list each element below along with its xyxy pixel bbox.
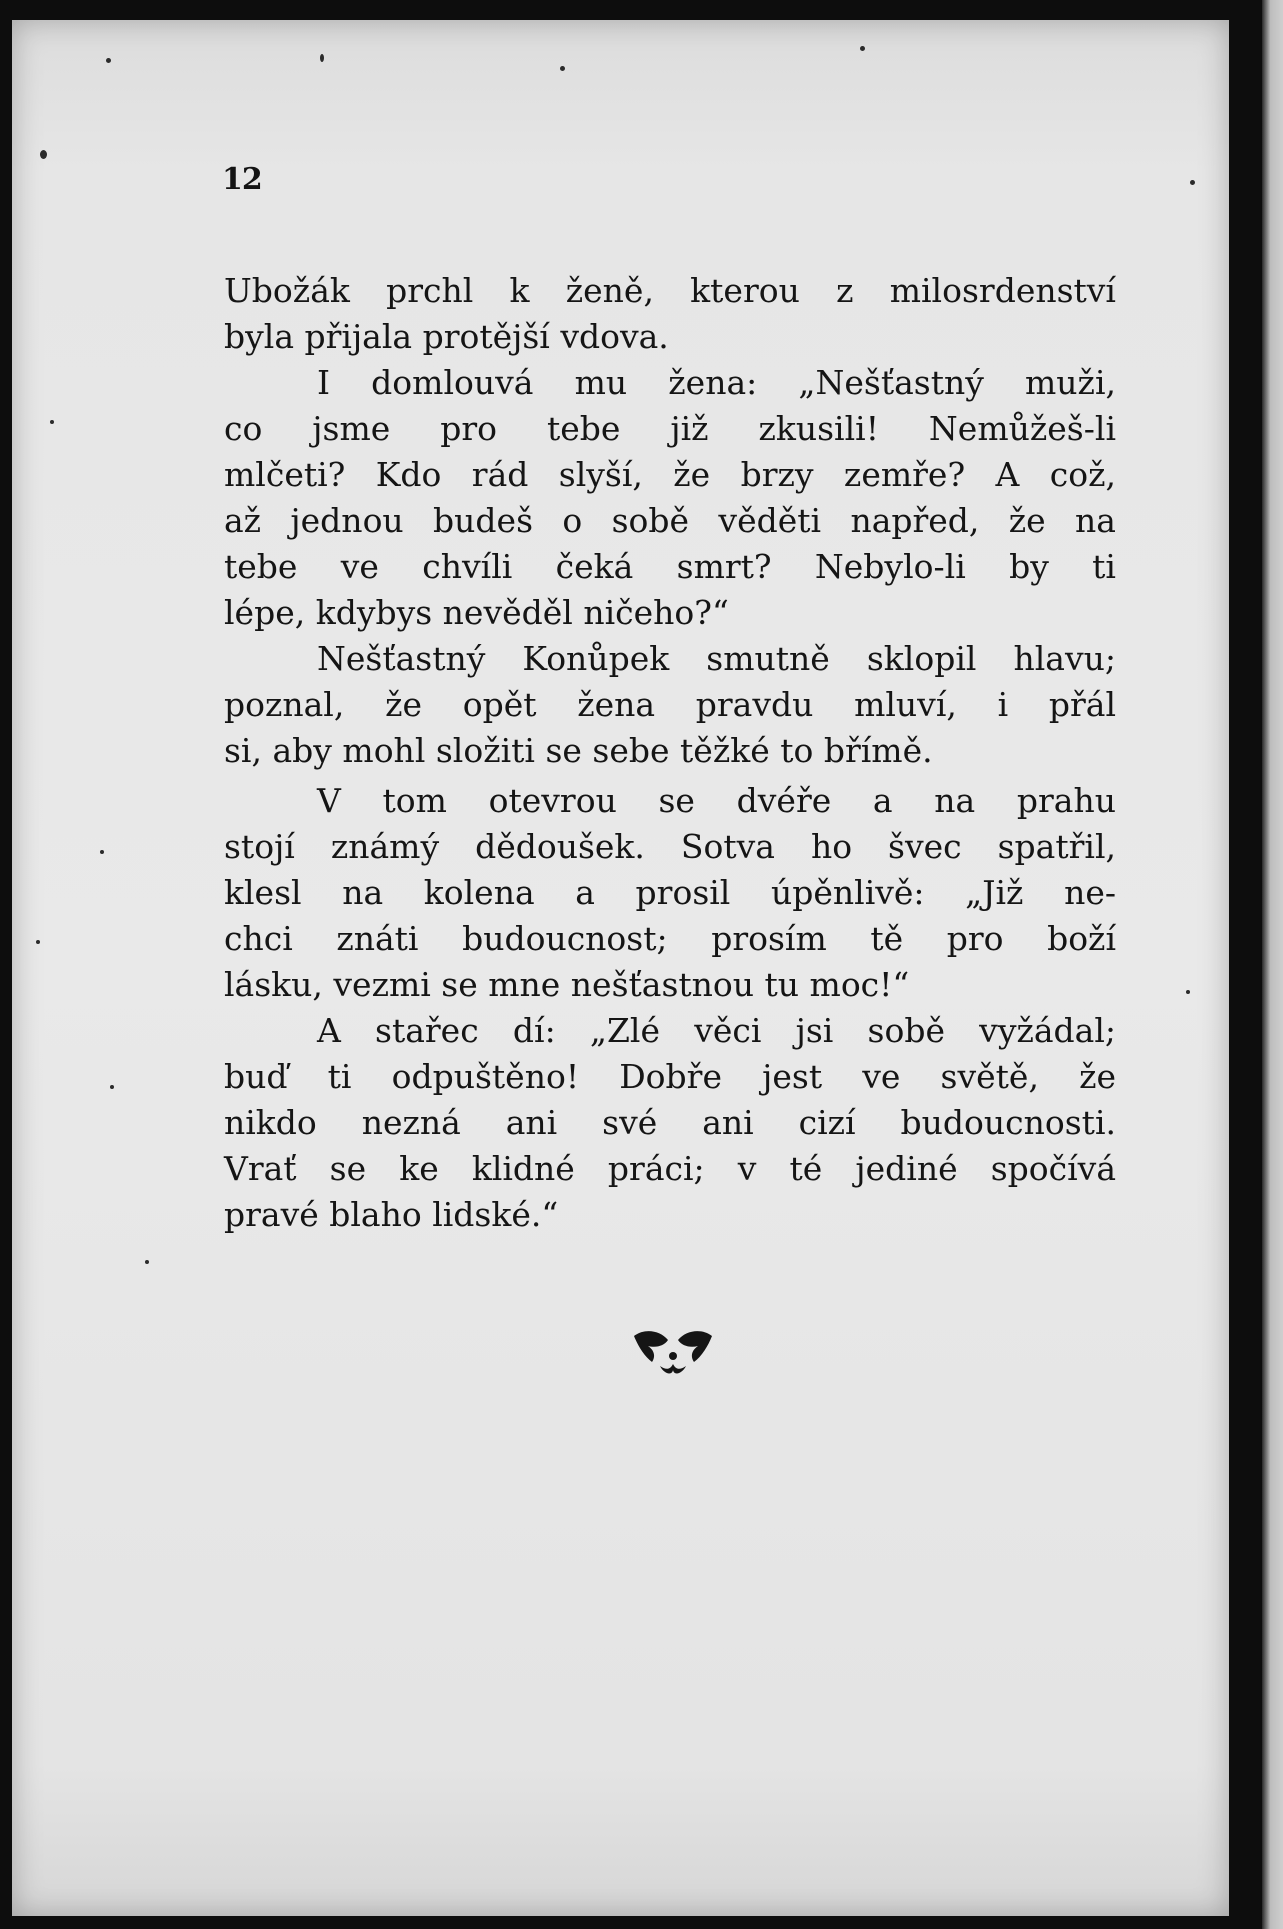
scan-speck xyxy=(106,58,111,63)
scan-speck xyxy=(320,54,324,62)
text-line: stojí známý dědoušek. Sotva ho švec spatřil, xyxy=(224,827,1116,866)
text-line: lépe, kdybys nevěděl ničeho?“ xyxy=(224,593,729,632)
text-line: buď ti odpuštěno! Dobře jest ve světě, že xyxy=(224,1057,1116,1096)
text-line: Nešťastný Konůpek smutně sklopil hlavu; xyxy=(317,639,1116,678)
text-line: nikdo nezná ani své ani cizí budoucnosti. xyxy=(224,1103,1116,1142)
text-line: co jsme pro tebe již zkusili! Nemůžeš-li xyxy=(224,409,1116,448)
text-line: Vrať se ke klidné práci; v té jediné spočívá xyxy=(224,1149,1116,1188)
text-line: V tom otevrou se dvéře a na prahu xyxy=(317,781,1116,820)
text-line: tebe ve chvíli čeká smrt? Nebylo-li by ti xyxy=(224,547,1116,586)
text-line: I domlouvá mu žena: „Nešťastný muži, xyxy=(317,363,1116,402)
scan-speck xyxy=(110,1085,114,1089)
page-text xyxy=(224,268,1116,1238)
scan-speck xyxy=(36,940,40,944)
page-number: 12 xyxy=(222,162,262,197)
text-line: poznal, že opět žena pravdu mluví, i přál xyxy=(224,685,1116,724)
scan-speck xyxy=(40,150,47,159)
fleuron-ornament-icon xyxy=(630,1326,716,1382)
text-line: si, aby mohl složiti se sebe těžké to břímě. xyxy=(224,731,933,770)
text-line: pravé blaho lidské.“ xyxy=(224,1195,559,1234)
scan-speck xyxy=(100,850,104,854)
text-line: mlčeti? Kdo rád slyší, že brzy zemře? A což, xyxy=(224,455,1116,494)
text-line: až jednou budeš o sobě věděti napřed, že na xyxy=(224,501,1116,540)
scan-speck xyxy=(1190,180,1195,185)
scan-speck xyxy=(145,1260,149,1264)
next-page-edge xyxy=(1262,0,1283,1929)
text-line: klesl na kolena a prosil úpěnlivě: „Již ne- xyxy=(224,873,1116,912)
scan-speck xyxy=(1186,990,1190,994)
scan-speck xyxy=(860,46,865,51)
scan-speck xyxy=(560,66,565,71)
text-line: Ubožák prchl k ženě, kterou z milosrdenství xyxy=(224,271,1116,310)
scan-speck xyxy=(50,420,54,424)
text-line: byla přijala protější vdova. xyxy=(224,317,669,356)
text-line: chci znáti budoucnost; prosím tě pro boží xyxy=(224,919,1116,958)
text-line: lásku, vezmi se mne nešťastnou tu moc!“ xyxy=(224,965,910,1004)
text-line: A stařec dí: „Zlé věci jsi sobě vyžádal; xyxy=(317,1011,1116,1050)
